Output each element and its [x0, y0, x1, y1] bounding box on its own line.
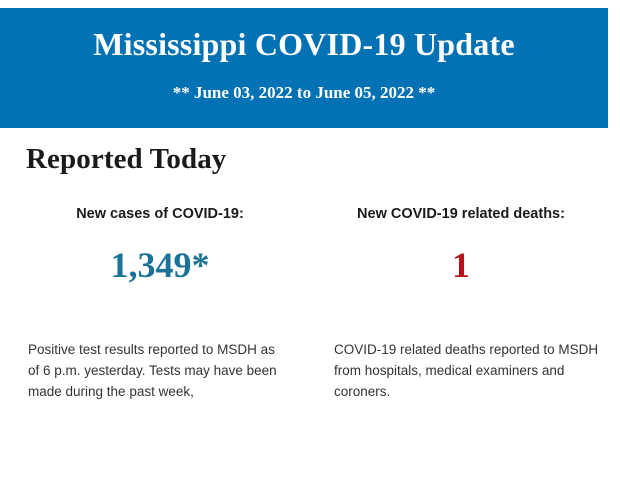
- header-banner: [0, 8, 608, 128]
- new-deaths-value: 1: [452, 245, 470, 285]
- new-cases-note: Positive test results reported to MSDH as of 6 p.m. yesterday. Tests may have been made during the past week,: [28, 342, 277, 399]
- page-title: Mississippi COVID-19 Update: [93, 26, 515, 62]
- stat-new-cases: [0, 205, 306, 402]
- stat-new-deaths: [306, 205, 620, 402]
- stats-row: [0, 205, 620, 402]
- new-deaths-label: New COVID-19 related deaths:: [357, 206, 565, 222]
- section-heading-reported-today: Reported Today: [26, 143, 227, 175]
- new-cases-label: New cases of COVID-19:: [76, 206, 244, 222]
- new-cases-value: 1,349*: [110, 245, 210, 285]
- date-range-subtitle: ** June 03, 2022 to June 05, 2022 **: [172, 83, 436, 102]
- new-deaths-note: COVID-19 related deaths reported to MSDH from hospitals, medical examiners and coroners.: [334, 342, 599, 399]
